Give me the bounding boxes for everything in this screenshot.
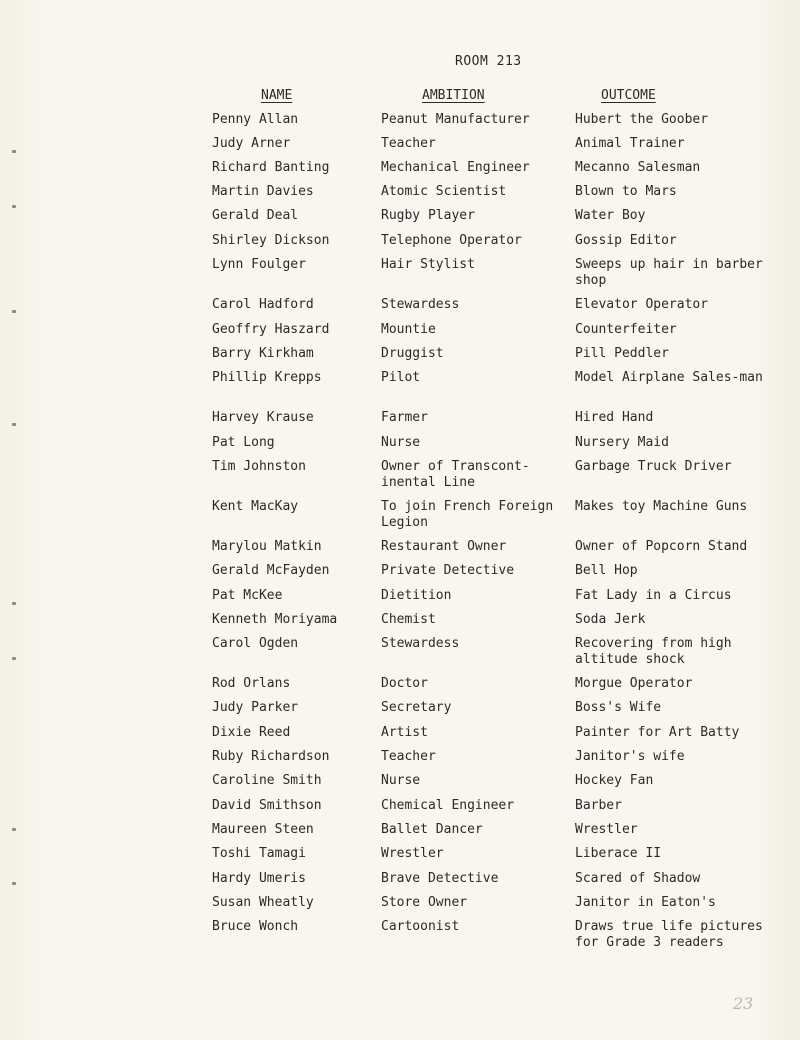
student-name: Carol Ogden [212, 636, 299, 651]
student-ambition: Teacher [381, 136, 436, 151]
student-ambition: Hair Stylist [381, 257, 475, 272]
student-outcome: Hubert the Goober [575, 112, 709, 127]
student-name: Kenneth Moriyama [212, 612, 338, 627]
student-outcome: Barber [575, 798, 622, 813]
student-ambition: Secretary [381, 700, 452, 715]
student-name: Richard Banting [212, 160, 330, 175]
student-ambition: Cartoonist [381, 919, 460, 934]
student-name: Carol Hadford [212, 297, 314, 312]
binder-hole-mark [12, 205, 16, 208]
binder-hole-mark [12, 828, 16, 831]
student-name: Harvey Krause [212, 410, 314, 425]
student-ambition: Store Owner [381, 895, 468, 910]
student-name: Marylou Matkin [212, 539, 322, 554]
student-ambition: Atomic Scientist [381, 184, 507, 199]
student-name: Tim Johnston [212, 459, 306, 474]
student-ambition: Wrestler [381, 846, 444, 861]
student-ambition: Stewardess [381, 636, 460, 651]
student-ambition: Nurse [381, 773, 421, 788]
student-ambition: Stewardess [381, 297, 460, 312]
binder-hole-mark [12, 602, 16, 605]
student-ambition: Ballet Dancer [381, 822, 483, 837]
student-outcome: Pill Peddler [575, 346, 669, 361]
student-name: Pat McKee [212, 588, 283, 603]
student-ambition: Doctor [381, 676, 428, 691]
student-name: Judy Arner [212, 136, 291, 151]
student-ambition: Farmer [381, 410, 428, 425]
student-name: Dixie Reed [212, 725, 291, 740]
student-outcome: Garbage Truck Driver [575, 459, 732, 474]
binder-hole-mark [12, 882, 16, 885]
student-outcome: Morgue Operator [575, 676, 693, 691]
student-name: Toshi Tamagi [212, 846, 306, 861]
student-name: Penny Allan [212, 112, 299, 127]
student-name: Phillip Krepps [212, 370, 322, 385]
student-name: Hardy Umeris [212, 871, 306, 886]
student-name: Judy Parker [212, 700, 299, 715]
student-outcome: Painter for Art Batty [575, 725, 740, 740]
student-outcome: Sweeps up hair in barber shop [575, 257, 763, 288]
student-name: Caroline Smith [212, 773, 322, 788]
student-outcome: Hockey Fan [575, 773, 654, 788]
student-outcome: Water Boy [575, 208, 646, 223]
student-outcome: Liberace II [575, 846, 662, 861]
student-name: Geoffry Haszard [212, 322, 330, 337]
student-ambition: Druggist [381, 346, 444, 361]
student-outcome: Animal Trainer [575, 136, 685, 151]
student-outcome: Scared of Shadow [575, 871, 701, 886]
page-number: 23 [733, 994, 754, 1013]
student-outcome: Boss's Wife [575, 700, 662, 715]
student-name: David Smithson [212, 798, 322, 813]
student-outcome: Bell Hop [575, 563, 638, 578]
student-ambition: Rugby Player [381, 208, 475, 223]
student-ambition: Restaurant Owner [381, 539, 507, 554]
binder-hole-mark [12, 150, 16, 153]
student-ambition: To join French Foreign Legion [381, 499, 554, 530]
student-ambition: Mountie [381, 322, 436, 337]
student-name: Bruce Wonch [212, 919, 299, 934]
student-ambition: Peanut Manufacturer [381, 112, 530, 127]
column-header-outcome: OUTCOME [601, 88, 656, 103]
binder-hole-mark [12, 310, 16, 313]
student-name: Shirley Dickson [212, 233, 330, 248]
student-outcome: Counterfeiter [575, 322, 677, 337]
student-outcome: Soda Jerk [575, 612, 646, 627]
student-outcome: Gossip Editor [575, 233, 677, 248]
student-ambition: Artist [381, 725, 428, 740]
student-ambition: Private Detective [381, 563, 515, 578]
student-ambition: Teacher [381, 749, 436, 764]
student-outcome: Fat Lady in a Circus [575, 588, 732, 603]
page-title: ROOM 213 [455, 54, 522, 69]
student-name: Kent MacKay [212, 499, 299, 514]
student-name: Martin Davies [212, 184, 314, 199]
student-ambition: Chemical Engineer [381, 798, 515, 813]
student-name: Susan Wheatly [212, 895, 314, 910]
student-outcome: Elevator Operator [575, 297, 709, 312]
student-ambition: Owner of Transcont-inental Line [381, 459, 530, 490]
student-ambition: Telephone Operator [381, 233, 522, 248]
student-outcome: Janitor's wife [575, 749, 685, 764]
binder-hole-mark [12, 423, 16, 426]
column-header-ambition: AMBITION [422, 88, 485, 103]
student-name: Pat Long [212, 435, 275, 450]
student-outcome: Nursery Maid [575, 435, 669, 450]
student-name: Rod Orlans [212, 676, 291, 691]
binder-hole-mark [12, 657, 16, 660]
student-name: Ruby Richardson [212, 749, 330, 764]
student-outcome: Draws true life pictures for Grade 3 readers [575, 919, 763, 950]
student-ambition: Brave Detective [381, 871, 499, 886]
student-name: Maureen Steen [212, 822, 314, 837]
student-name: Gerald Deal [212, 208, 299, 223]
student-name: Lynn Foulger [212, 257, 306, 272]
student-name: Gerald McFayden [212, 563, 330, 578]
student-outcome: Makes toy Machine Guns [575, 499, 748, 514]
student-outcome: Wrestler [575, 822, 638, 837]
column-header-name: NAME [261, 88, 293, 103]
student-ambition: Dietition [381, 588, 452, 603]
student-outcome: Model Airplane Sales-man [575, 370, 763, 385]
student-name: Barry Kirkham [212, 346, 314, 361]
student-outcome: Blown to Mars [575, 184, 677, 199]
student-outcome: Mecanno Salesman [575, 160, 701, 175]
student-ambition: Pilot [381, 370, 421, 385]
student-outcome: Owner of Popcorn Stand [575, 539, 748, 554]
student-ambition: Nurse [381, 435, 421, 450]
student-ambition: Mechanical Engineer [381, 160, 530, 175]
student-outcome: Hired Hand [575, 410, 654, 425]
student-ambition: Chemist [381, 612, 436, 627]
student-outcome: Janitor in Eaton's [575, 895, 716, 910]
student-outcome: Recovering from high altitude shock [575, 636, 732, 667]
